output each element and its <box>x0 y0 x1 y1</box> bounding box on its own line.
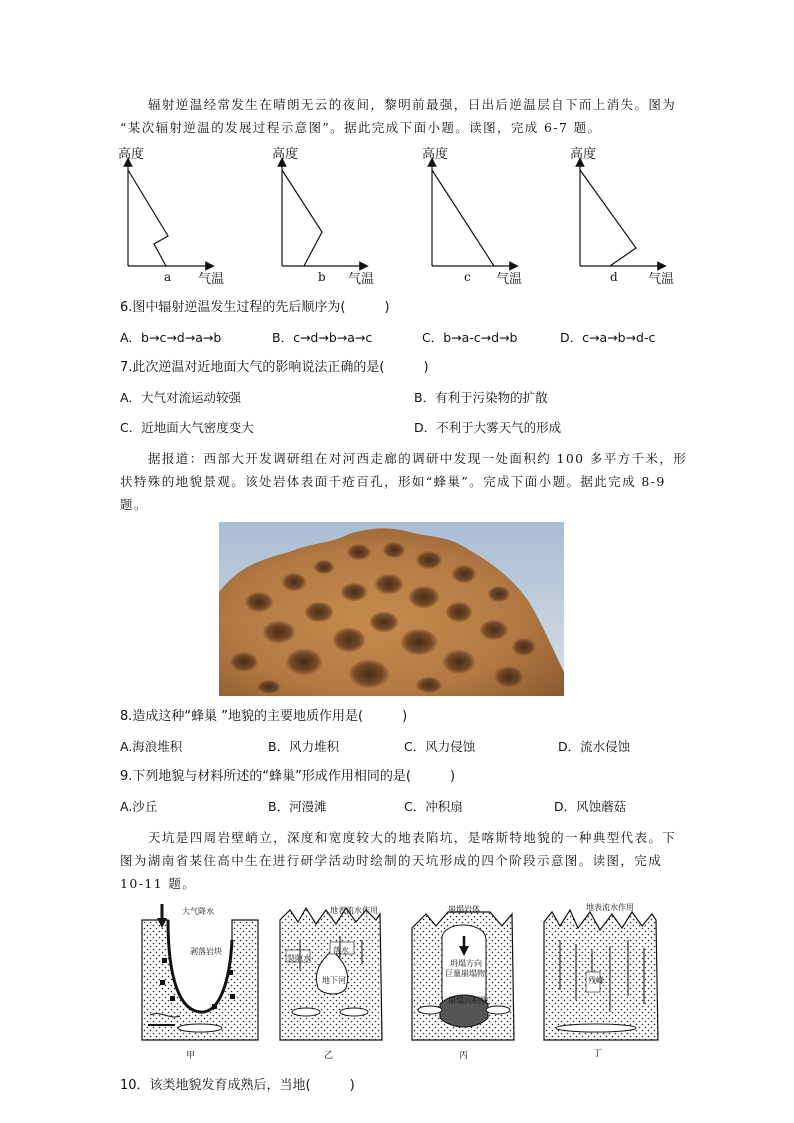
question-10: 10．该类地貌发育成熟后，当地( ) <box>120 1078 355 1093</box>
passage-3-line-1: 天坑是四周岩壁峭立，深度和宽度较大的地表陷坑，是喀斯特地貌的一种典型代表。下 <box>148 830 677 845</box>
graph-a <box>128 162 210 266</box>
stage-yi <box>280 908 382 1040</box>
question-7: 7.此次逆温对近地面大气的影响说法正确的是( ) <box>120 360 429 375</box>
q7-option-d[interactable]: D．不利于大雾天气的形成 <box>414 420 562 435</box>
graph-c <box>432 162 514 266</box>
x-label-d: 气温 <box>648 272 675 287</box>
y-label-c: 高度 <box>422 147 449 162</box>
passage-2-line-3: 题。 <box>120 497 148 512</box>
stage-label-jia: 甲 <box>186 1051 196 1061</box>
label-fissure-water: 裂隙水 <box>287 954 311 963</box>
passage-1-line-1: 辐射逆温经常发生在晴朗无云的夜间，黎明前最强，日出后逆温层自下而上消失。图为 <box>148 97 677 112</box>
x-label-b: 气温 <box>348 272 375 287</box>
y-label-a: 高度 <box>118 147 145 162</box>
label-collapse-sediment: 崩塌沉积物 <box>448 996 488 1005</box>
label-falling-blocks: 剥落岩块 <box>190 947 222 956</box>
inversion-graphs <box>110 140 690 290</box>
question-9: 9.下列地貌与材料所述的“蜂巢”形成作用相同的是( ) <box>120 769 456 784</box>
label-surface-runoff-ding: 地表流水作用 <box>586 903 634 912</box>
question-6: 6.图中辐射逆温发生过程的先后顺序为( ) <box>120 300 390 315</box>
q7-option-a[interactable]: A．大气对流运动较强 <box>120 390 242 405</box>
label-collapse-direction: 坍塌方向 <box>450 959 482 968</box>
q9-option-c[interactable]: C．冲积扇 <box>404 799 463 814</box>
point-label-b: b <box>318 270 326 284</box>
passage-3-line-3: 10-11 题。 <box>120 876 197 891</box>
passage-3-line-2: 图为湖南省某住高中生在进行研学活动时绘制的天坑形成的四个阶段示意图。读图，完成 <box>120 853 663 868</box>
stage-label-bing: 丙 <box>459 1051 469 1061</box>
label-collapsed-rock: 崩塌岩体 <box>448 905 480 914</box>
graph-d <box>580 162 662 266</box>
label-residual-peak: 残峰 <box>588 976 604 985</box>
q8-option-d[interactable]: D．流水侵蚀 <box>558 739 631 754</box>
label-huge-debris: 巨量崩塌物 <box>445 969 485 978</box>
temperature-profile <box>432 170 494 266</box>
honeycomb-rock-photo <box>219 522 564 696</box>
label-underground-river: 地下河 <box>322 976 346 985</box>
temperature-profile <box>580 170 636 266</box>
q6-option-d[interactable]: D．c→a→b→d-c <box>560 330 656 345</box>
temperature-profile <box>282 170 322 266</box>
label-precipitation: 大气降水 <box>182 907 214 916</box>
stage-label-yi: 乙 <box>324 1051 334 1061</box>
q7-option-c[interactable]: C．近地面大气密度变大 <box>120 420 254 435</box>
q6-option-c[interactable]: C．b→a-c→d→b <box>422 330 518 345</box>
passage-2-line-1: 据报道：西部大开发调研组在对河西走廊的调研中发现一处面积约 100 多平方千米，形 <box>148 451 688 466</box>
question-8: 8.造成这种“蜂巢 ”地貌的主要地质作用是( ) <box>120 709 408 724</box>
temperature-profile <box>128 170 168 266</box>
q6-option-b[interactable]: B．c→d→b→a→c <box>272 330 373 345</box>
q8-option-b[interactable]: B．风力堆积 <box>268 739 340 754</box>
stage-label-ding: 丁 <box>593 1049 603 1059</box>
x-label-a: 气温 <box>198 272 225 287</box>
passage-1-line-2: “某次辐射逆温的发展过程示意图”。据此完成下面小题。读图，完成 6-7 题。 <box>120 120 602 135</box>
label-surface-runoff-yi: 地表流水作用 <box>330 906 378 915</box>
stage-jia <box>142 904 258 1040</box>
q9-option-b[interactable]: B．河漫滩 <box>268 799 327 814</box>
q9-option-d[interactable]: D．风蚀蘑菇 <box>554 799 627 814</box>
passage-2-line-2: 状特殊的地貌景观。该处岩体表面千疮百孔，形如“蜂巢”。完成下面小题。据此完成 8-9 <box>120 474 666 489</box>
q8-option-a[interactable]: A.海浪堆积 <box>120 739 183 754</box>
q7-option-b[interactable]: B．有利于污染物的扩散 <box>414 390 548 405</box>
q9-option-a[interactable]: A.沙丘 <box>120 799 158 814</box>
q8-option-c[interactable]: C．风力侵蚀 <box>404 739 476 754</box>
point-label-a: a <box>164 270 172 284</box>
x-label-c: 气温 <box>496 272 523 287</box>
label-falling-water: 落水 <box>333 946 349 955</box>
point-label-c: c <box>464 270 471 284</box>
y-label-b: 高度 <box>272 147 299 162</box>
graph-b <box>282 162 364 266</box>
q6-option-a[interactable]: A．b→c→d→a→b <box>120 330 222 345</box>
point-label-d: d <box>610 270 618 284</box>
y-label-d: 高度 <box>570 147 597 162</box>
